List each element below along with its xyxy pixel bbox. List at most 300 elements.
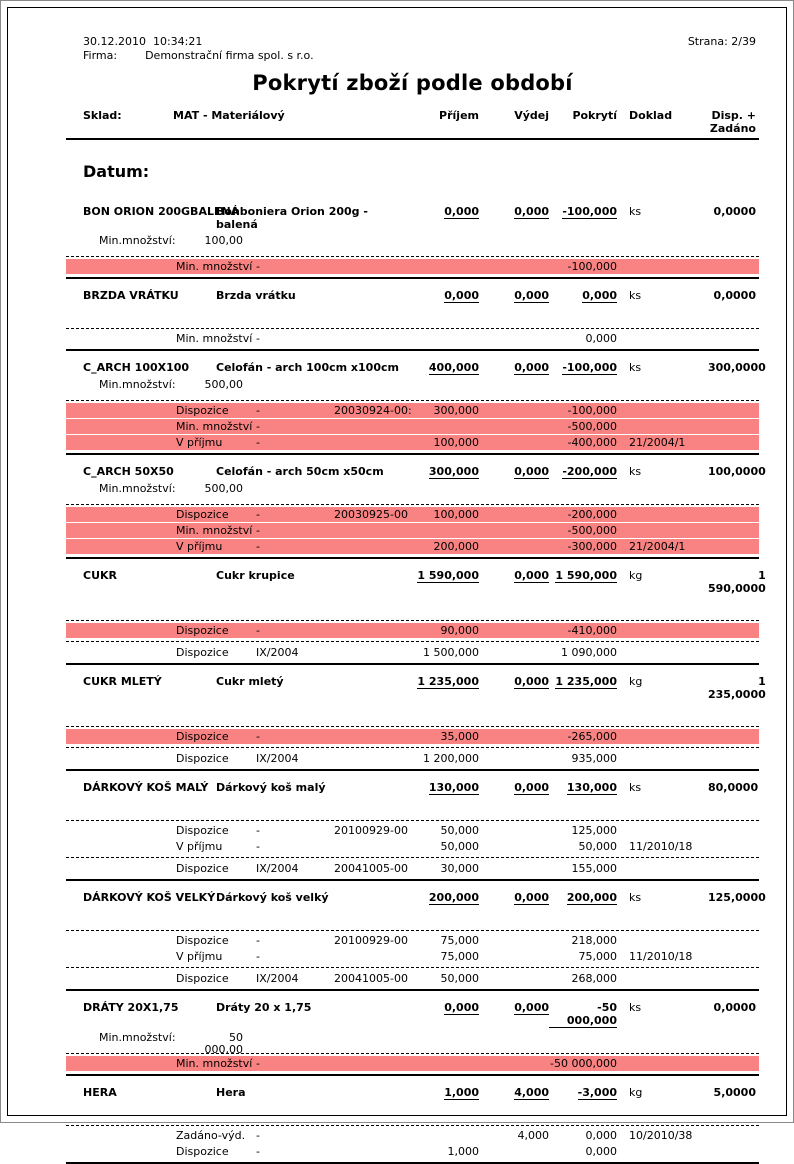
detail-prijem: 35,000 — [440, 730, 479, 743]
min-quantity-value — [191, 599, 243, 618]
warehouse-name: MAT - Materiálový — [173, 109, 285, 122]
detail-doc-number — [334, 1056, 421, 1071]
detail-row — [66, 861, 759, 876]
detail-label: V příjmu — [176, 950, 223, 963]
detail-vydej: 4,000 — [517, 1129, 549, 1142]
detail-pokryti: -500,000 — [567, 524, 617, 537]
detail-vydej — [479, 331, 549, 346]
page-title: Pokrytí zboží podle období — [252, 71, 573, 95]
dashed-divider — [66, 1053, 759, 1054]
detail-prijem: 75,000 — [440, 950, 479, 963]
item-pokryti: 200,000 — [566, 891, 617, 904]
items-container — [66, 195, 766, 1164]
detail-prijem: 200,000 — [433, 540, 479, 553]
detail-doklad — [623, 523, 708, 538]
detail-label: Dispozice — [176, 646, 229, 659]
detail-row — [66, 751, 759, 766]
detail-pokryti: 0,000 — [585, 1145, 617, 1158]
detail-doklad — [623, 403, 708, 418]
item-details — [66, 1056, 759, 1071]
detail-prijem — [421, 419, 479, 434]
item-unit: kg — [629, 1086, 643, 1099]
detail-doc-number — [334, 839, 421, 854]
detail-prijem: 1 200,000 — [423, 752, 479, 765]
firm-name: Demonstrační firma spol. s r.o. — [145, 49, 314, 62]
detail-pokryti: -100,000 — [567, 404, 617, 417]
detail-label: Dispozice — [176, 972, 229, 985]
item-disp-zadano: 1 235,0000 — [708, 675, 766, 701]
min-quantity-value: 50 000,00 — [204, 1031, 243, 1056]
item-details — [66, 933, 759, 986]
detail-label: Dispozice — [176, 624, 229, 637]
item-code: DÁRKOVÝ KOŠ MALÝ — [83, 781, 209, 794]
detail-prijem: 30,000 — [440, 862, 479, 875]
detail-doklad — [623, 933, 708, 948]
detail-period: - — [256, 332, 260, 345]
detail-vydej — [479, 507, 549, 522]
item-pokryti: -50 000,000 — [549, 1001, 617, 1028]
detail-pokryti: 935,000 — [571, 752, 617, 765]
detail-vydej — [479, 1056, 549, 1071]
detail-prijem — [421, 1128, 479, 1143]
detail-pokryti: 0,000 — [585, 1129, 617, 1142]
detail-doc-number — [334, 623, 421, 638]
item-vydej: 0,000 — [514, 675, 549, 688]
item-unit: ks — [629, 1001, 642, 1014]
item-details — [66, 507, 759, 554]
report-content — [66, 1, 766, 1164]
item-pokryti: -100,000 — [562, 361, 617, 374]
min-quantity-value — [191, 1104, 243, 1123]
item-vydej: 0,000 — [514, 781, 549, 794]
min-quantity-value: 100,00 — [204, 234, 243, 247]
item-vydej: 0,000 — [514, 205, 549, 218]
detail-row — [66, 823, 759, 838]
table-header-row — [66, 109, 759, 135]
item-name: Brzda vrátku — [216, 289, 296, 302]
detail-period: - — [256, 436, 260, 449]
detail-doc-number: 20100929-00 — [334, 934, 408, 947]
item-name: Cukr mletý — [216, 675, 284, 688]
item-code: BON ORION 200GBALENÁ — [83, 205, 240, 218]
detail-period: - — [256, 1129, 260, 1142]
detail-doc-number: 20041005-00 — [334, 862, 408, 875]
item-pokryti: -3,000 — [577, 1086, 617, 1099]
min-quantity-label: Min.množství: — [99, 482, 176, 495]
detail-doc-number — [334, 331, 421, 346]
detail-period: - — [256, 1057, 260, 1070]
min-quantity-value — [191, 909, 243, 928]
detail-doc-number: 20030925-00 — [334, 508, 408, 521]
min-quantity-label — [99, 1104, 191, 1123]
item-header-row — [66, 195, 759, 231]
detail-vydej — [479, 403, 549, 418]
item-disp-zadano: 0,0000 — [713, 1001, 756, 1014]
item-prijem: 1 235,000 — [417, 675, 479, 688]
detail-doklad: 11/2010/18 — [629, 840, 693, 853]
item-header-row — [66, 991, 759, 1028]
detail-prijem: 50,000 — [440, 840, 479, 853]
detail-pokryti: -265,000 — [567, 730, 617, 743]
item-min-row — [66, 701, 759, 724]
detail-doklad — [623, 331, 708, 346]
item-block — [66, 881, 766, 991]
detail-pokryti: 0,000 — [585, 332, 617, 345]
item-unit: ks — [629, 465, 642, 478]
detail-period: IX/2004 — [256, 646, 299, 659]
detail-doklad — [623, 971, 708, 986]
detail-label: Dispozice — [176, 508, 229, 521]
item-name: Hera — [216, 1086, 246, 1099]
detail-row — [66, 507, 759, 522]
detail-label: Zadáno-výd. — [176, 1129, 246, 1142]
item-prijem: 300,000 — [428, 465, 479, 478]
item-min-row — [66, 595, 759, 618]
detail-vydej — [479, 645, 549, 660]
dashed-divider — [66, 328, 759, 329]
detail-label: V příjmu — [176, 436, 223, 449]
column-disp-zadano: Disp. + Zadáno — [709, 109, 756, 135]
item-vydej: 0,000 — [514, 891, 549, 904]
detail-period: - — [256, 824, 260, 837]
detail-prijem: 300,000 — [433, 404, 479, 417]
item-pokryti: 1 590,000 — [555, 569, 617, 582]
detail-doc-number: 20030924-00: — [334, 404, 412, 417]
report-datetime: 30.12.2010 10:34:21 — [83, 35, 203, 48]
detail-label: V příjmu — [176, 840, 223, 853]
detail-vydej — [479, 435, 549, 450]
detail-pokryti: -400,000 — [567, 436, 617, 449]
detail-pokryti: 155,000 — [571, 862, 617, 875]
detail-pokryti: -100,000 — [567, 260, 617, 273]
item-details — [66, 403, 759, 450]
detail-label: Dispozice — [176, 730, 229, 743]
detail-doklad — [623, 1056, 708, 1071]
detail-row — [66, 523, 759, 538]
detail-row — [66, 623, 759, 638]
detail-label: Min. množství — [176, 1057, 253, 1070]
item-details — [66, 1128, 759, 1159]
item-prijem: 200,000 — [428, 891, 479, 904]
item-vydej: 0,000 — [514, 465, 549, 478]
item-prijem: 0,000 — [444, 205, 479, 218]
item-prijem: 0,000 — [444, 1001, 479, 1014]
detail-label: Min. množství — [176, 420, 253, 433]
item-code: HERA — [83, 1086, 117, 1099]
item-pokryti: 130,000 — [566, 781, 617, 794]
item-name: Dárkový koš velký — [216, 891, 329, 904]
detail-period: - — [256, 840, 260, 853]
detail-period: - — [256, 508, 260, 521]
firm-row — [66, 49, 759, 63]
detail-doc-number — [334, 419, 421, 434]
detail-vydej — [479, 523, 549, 538]
detail-vydej — [479, 861, 549, 876]
item-header-row — [66, 455, 766, 479]
detail-pokryti: 268,000 — [571, 972, 617, 985]
detail-prijem: 90,000 — [440, 624, 479, 637]
min-quantity-value — [191, 307, 243, 326]
detail-label: Min. množství — [176, 260, 253, 273]
item-block — [66, 771, 759, 881]
min-quantity-label: Min.množství: — [99, 234, 176, 247]
dashed-divider — [66, 967, 759, 968]
detail-prijem: 100,000 — [433, 436, 479, 449]
detail-pokryti: 125,000 — [571, 824, 617, 837]
detail-doc-number — [334, 729, 421, 744]
item-block — [66, 991, 759, 1076]
item-unit: ks — [629, 361, 642, 374]
detail-vydej — [479, 259, 549, 274]
detail-prijem: 100,000 — [433, 508, 479, 521]
detail-period: - — [256, 524, 260, 537]
detail-row — [66, 403, 759, 418]
detail-prijem: 1,000 — [447, 1145, 479, 1158]
detail-period: IX/2004 — [256, 752, 299, 765]
column-vydej: Výdej — [514, 109, 549, 122]
detail-row — [66, 1056, 759, 1071]
item-details — [66, 331, 759, 346]
detail-doklad: 11/2010/18 — [629, 950, 693, 963]
detail-doklad — [623, 645, 708, 660]
detail-period: - — [256, 404, 260, 417]
detail-period: - — [256, 420, 260, 433]
detail-pokryti: -410,000 — [567, 624, 617, 637]
item-block — [66, 279, 759, 351]
detail-row — [66, 539, 759, 554]
item-unit: kg — [629, 569, 643, 582]
item-header-row — [66, 1076, 759, 1100]
detail-doklad — [623, 419, 708, 434]
item-disp-zadano: 1 590,0000 — [708, 569, 766, 595]
item-name: Celofán - arch 50cm x50cm — [216, 465, 384, 478]
item-code: DÁRKOVÝ KOŠ VELKÝ — [83, 891, 216, 904]
detail-row — [66, 971, 759, 986]
column-doklad: Doklad — [629, 109, 673, 122]
item-header-row — [66, 351, 766, 375]
item-disp-zadano: 125,0000 — [708, 891, 766, 904]
item-block — [66, 559, 766, 665]
detail-pokryti: 1 090,000 — [561, 646, 617, 659]
detail-period: - — [256, 1145, 260, 1158]
item-header-row — [66, 279, 759, 303]
detail-doklad — [623, 507, 708, 522]
detail-doc-number: 20100929-00 — [334, 824, 408, 837]
detail-label: Dispozice — [176, 934, 229, 947]
detail-doklad: 21/2004/1 — [629, 540, 686, 553]
detail-row — [66, 435, 759, 450]
detail-pokryti: 218,000 — [571, 934, 617, 947]
dashed-divider — [66, 641, 759, 642]
item-min-row — [66, 795, 759, 818]
item-code: C_ARCH 50X50 — [83, 465, 174, 478]
item-prijem: 1 590,000 — [417, 569, 479, 582]
dashed-divider — [66, 747, 759, 748]
item-prijem: 130,000 — [428, 781, 479, 794]
dashed-divider — [66, 930, 759, 931]
min-quantity-label — [99, 599, 191, 618]
min-quantity-label — [99, 307, 191, 326]
item-disp-zadano: 100,0000 — [708, 465, 766, 478]
item-pokryti: -100,000 — [562, 205, 617, 218]
detail-prijem: 50,000 — [440, 824, 479, 837]
item-pokryti: -200,000 — [562, 465, 617, 478]
item-vydej: 0,000 — [514, 1001, 549, 1014]
item-name: Celofán - arch 100cm x100cm — [216, 361, 399, 374]
detail-vydej — [479, 751, 549, 766]
detail-doklad — [623, 729, 708, 744]
detail-row — [66, 645, 759, 660]
item-code: BRZDA VRÁTKU — [83, 289, 179, 302]
detail-label: Min. množství — [176, 524, 253, 537]
detail-doklad — [623, 259, 708, 274]
detail-row — [66, 839, 759, 854]
item-block — [66, 455, 766, 559]
detail-row — [66, 949, 759, 964]
item-min-row — [66, 479, 759, 502]
item-unit: ks — [629, 289, 642, 302]
detail-doc-number — [334, 259, 421, 274]
detail-period: - — [256, 260, 260, 273]
detail-vydej — [479, 729, 549, 744]
item-min-row — [66, 905, 759, 928]
detail-vydej — [479, 1144, 549, 1159]
column-sklad-label: Sklad: — [83, 109, 122, 122]
min-quantity-label — [99, 799, 191, 818]
item-disp-zadano: 5,0000 — [713, 1086, 756, 1099]
item-details — [66, 259, 759, 274]
firm-label: Firma: — [83, 49, 118, 62]
min-quantity-value — [191, 799, 243, 818]
detail-period: - — [256, 730, 260, 743]
detail-doklad: 10/2010/38 — [629, 1129, 693, 1142]
item-min-row — [66, 375, 759, 398]
detail-pokryti: 75,000 — [578, 950, 617, 963]
item-header-row — [66, 665, 766, 701]
detail-vydej — [479, 949, 549, 964]
detail-label: V příjmu — [176, 540, 223, 553]
item-code: CUKR — [83, 569, 117, 582]
item-header-row — [66, 771, 759, 795]
detail-doklad — [623, 751, 708, 766]
detail-row — [66, 259, 759, 274]
item-block — [66, 1076, 759, 1164]
dashed-divider — [66, 1125, 759, 1126]
item-name: Bonboniera Orion 200g - balená — [216, 205, 368, 231]
item-details — [66, 729, 759, 766]
detail-vydej — [479, 933, 549, 948]
item-prijem: 0,000 — [444, 289, 479, 302]
min-quantity-label: Min.množství: — [99, 378, 176, 391]
detail-pokryti: -500,000 — [567, 420, 617, 433]
dashed-divider — [66, 857, 759, 858]
detail-label: Min. množství — [176, 332, 253, 345]
item-details — [66, 823, 759, 876]
item-vydej: 0,000 — [514, 569, 549, 582]
detail-row — [66, 1128, 759, 1143]
item-disp-zadano: 0,0000 — [713, 289, 756, 302]
detail-doklad: 21/2004/1 — [629, 436, 686, 449]
detail-doklad — [623, 1144, 708, 1159]
item-min-row — [66, 231, 759, 254]
item-name: Dráty 20 x 1,75 — [216, 1001, 312, 1014]
detail-prijem — [421, 331, 479, 346]
detail-vydej — [479, 971, 549, 986]
detail-label: Dispozice — [176, 1145, 229, 1158]
detail-doc-number — [334, 751, 421, 766]
column-prijem: Příjem — [439, 109, 479, 122]
detail-prijem — [421, 523, 479, 538]
detail-label: Dispozice — [176, 862, 229, 875]
item-block — [66, 665, 766, 771]
detail-doc-number — [334, 523, 421, 538]
detail-label: Dispozice — [176, 404, 229, 417]
min-quantity-value — [191, 705, 243, 724]
dashed-divider — [66, 620, 759, 621]
detail-doc-number — [334, 645, 421, 660]
dashed-divider — [66, 726, 759, 727]
item-disp-zadano: 300,0000 — [708, 361, 766, 374]
detail-prijem: 75,000 — [440, 934, 479, 947]
dashed-divider — [66, 400, 759, 401]
detail-pokryti: -300,000 — [567, 540, 617, 553]
item-unit: ks — [629, 205, 642, 218]
page-number: Strana: 2/39 — [687, 35, 756, 48]
detail-vydej — [479, 623, 549, 638]
detail-doklad — [623, 623, 708, 638]
min-quantity-value: 500,00 — [204, 482, 243, 495]
item-name: Dárkový koš malý — [216, 781, 326, 794]
detail-row — [66, 729, 759, 744]
detail-doc-number: 20041005-00 — [334, 972, 408, 985]
item-pokryti: 1 235,000 — [555, 675, 617, 688]
item-min-row — [66, 1028, 759, 1056]
section-heading: Datum: — [83, 162, 150, 181]
detail-vydej — [479, 823, 549, 838]
item-vydej: 0,000 — [514, 289, 549, 302]
detail-prijem — [421, 259, 479, 274]
detail-period: - — [256, 624, 260, 637]
item-unit: kg — [629, 675, 643, 688]
header-rule — [66, 138, 759, 140]
detail-doc-number — [334, 949, 421, 964]
item-code: DRÁTY 20X1,75 — [83, 1001, 179, 1014]
detail-doklad — [623, 823, 708, 838]
meta-row — [66, 35, 759, 49]
dashed-divider — [66, 256, 759, 257]
item-code: C_ARCH 100X100 — [83, 361, 190, 374]
item-code: CUKR MLETÝ — [83, 675, 162, 688]
dashed-divider — [66, 504, 759, 505]
item-disp-zadano: 80,0000 — [708, 781, 759, 794]
item-name: Cukr krupice — [216, 569, 295, 582]
item-block — [66, 351, 766, 455]
detail-period: - — [256, 950, 260, 963]
min-quantity-value: 500,00 — [204, 378, 243, 391]
item-vydej: 4,000 — [514, 1086, 549, 1099]
item-min-row — [66, 1100, 759, 1123]
item-prijem: 1,000 — [444, 1086, 479, 1099]
min-quantity-label: Min.množství: — [99, 1031, 176, 1044]
detail-vydej — [479, 839, 549, 854]
detail-pokryti: 50,000 — [578, 840, 617, 853]
detail-label: Dispozice — [176, 824, 229, 837]
item-min-row — [66, 303, 759, 326]
detail-period: IX/2004 — [256, 972, 299, 985]
dashed-divider — [66, 820, 759, 821]
item-header-row — [66, 559, 766, 595]
item-unit: ks — [629, 781, 642, 794]
